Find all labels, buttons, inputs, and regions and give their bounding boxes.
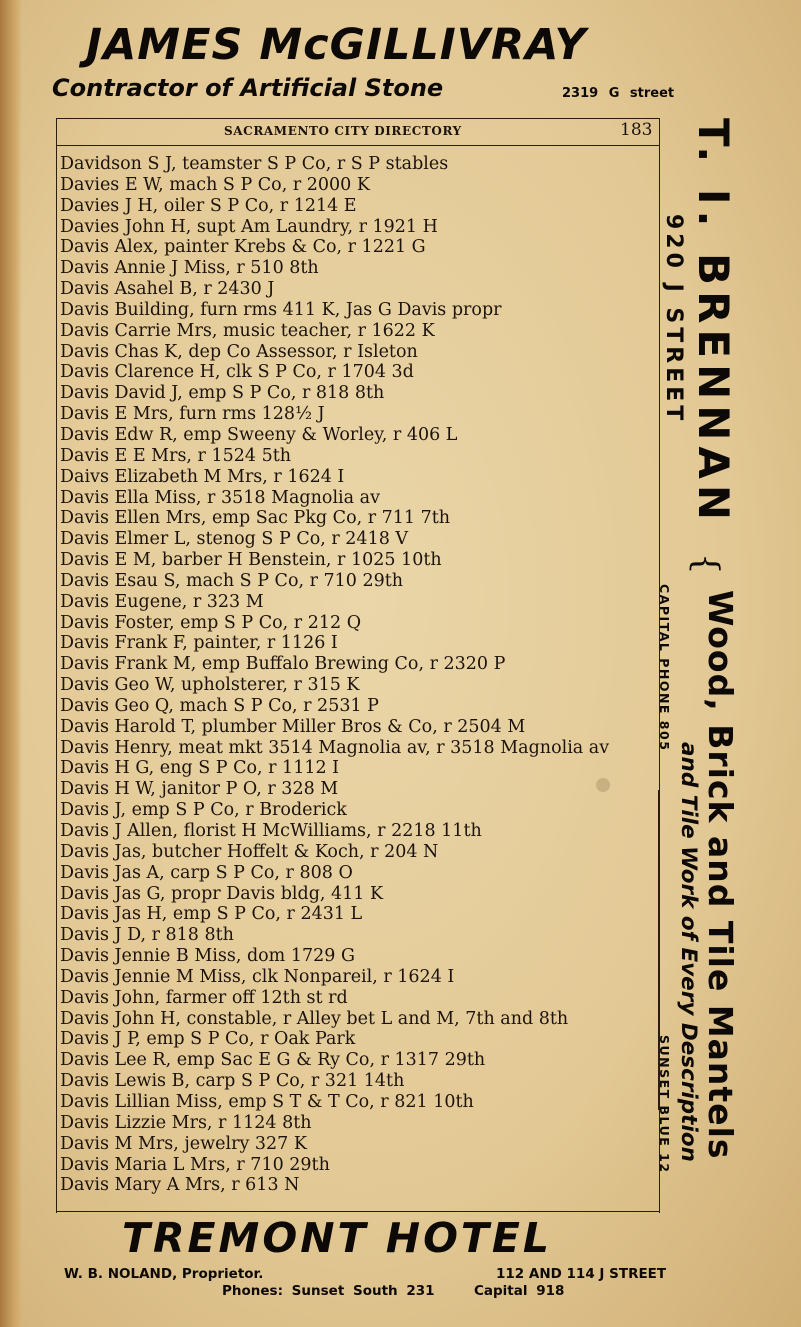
top-ad-name: JAMES McGILLIVRAY xyxy=(86,20,587,70)
bottom-ad-line1 xyxy=(64,1266,704,1284)
ink-smudge xyxy=(596,778,610,792)
directory-entry: Davis Chas K, dep Co Assessor, r Isleton xyxy=(60,341,418,362)
book-spine-edge xyxy=(0,0,22,1327)
directory-entry: Davies John H, supt Am Laundry, r 1921 H xyxy=(60,216,438,237)
directory-entry: Davies E W, mach S P Co, r 2000 K xyxy=(60,174,370,195)
directory-entry: Davis J Allen, florist H McWilliams, r 2218 11th xyxy=(60,821,482,841)
directory-entry: Davis J D, r 818 8th xyxy=(60,925,234,946)
directory-entry: Davis Henry, meat mkt 3514 Magnolia av, r 3518 Magnolia av xyxy=(60,737,610,758)
directory-entries xyxy=(60,154,660,1196)
directory-entry: Davis John H, constable, r Alley bet L and M, 7th and 8th xyxy=(60,1008,569,1029)
bottom-ad-proprietor: W. B. NOLAND, Proprietor. xyxy=(64,1266,264,1282)
directory-entry: Davis J, emp S P Co, r Broderick xyxy=(60,800,347,821)
directory-entry: Davis Lee R, emp Sac E G & Ry Co, r 1317 29th xyxy=(60,1050,486,1071)
directory-entry: Davis H G, eng S P Co, r 1112 I xyxy=(60,758,340,779)
side-ad-brace: { xyxy=(686,553,726,575)
directory-entry: Daivs Elizabeth M Mrs, r 1624 I xyxy=(60,466,345,487)
directory-entry: Davis Jas A, carp S P Co, r 808 O xyxy=(60,862,353,883)
directory-entry: Davis Annie J Miss, r 510 8th xyxy=(60,258,319,279)
directory-entry: Davis Jas G, propr Davis bldg, 411 K xyxy=(60,883,384,904)
directory-entry: Davis Ellen Mrs, emp Sac Pkg Co, r 711 7th xyxy=(60,508,451,529)
directory-entry: Davis E M, barber H Benstein, r 1025 10th xyxy=(60,550,442,571)
directory-entry: Davis Geo W, upholsterer, r 315 K xyxy=(60,675,360,696)
bottom-ad-phones: Phones: Sunset South 231 xyxy=(222,1283,435,1299)
directory-entry: Davis Ella Miss, r 3518 Magnolia av xyxy=(60,487,380,508)
directory-entry: Davis Geo Q, mach S P Co, r 2531 P xyxy=(60,695,379,716)
directory-entry: Davis Asahel B, r 2430 J xyxy=(60,279,275,300)
directory-entry: Davis Jas H, emp S P Co, r 2431 L xyxy=(60,904,363,925)
bottom-ad-name: TREMONT HOTEL xyxy=(122,1214,553,1262)
directory-entry: Davis Jennie M Miss, clk Nonpareil, r 1624 I xyxy=(60,966,455,987)
directory-entry: Davis John, farmer off 12th st rd xyxy=(60,987,348,1008)
directory-entry: Davis Frank F, painter, r 1126 I xyxy=(60,633,338,654)
directory-entry: Davis Mary A Mrs, r 613 N xyxy=(60,1175,300,1196)
bottom-ad-phone-capital: Capital 918 xyxy=(474,1283,565,1299)
bottom-ad-address: 112 AND 114 J STREET xyxy=(496,1266,667,1282)
directory-entry: Davis Jennie B Miss, dom 1729 G xyxy=(60,946,355,967)
side-ad-address: 920 J STREET xyxy=(661,214,686,425)
directory-entry: Davis Lewis B, carp S P Co, r 321 14th xyxy=(60,1071,405,1092)
side-ad-phone-capital: CAPITAL PHONE 805 xyxy=(657,584,672,752)
directory-entry: Davis Jas, butcher Hoffelt & Koch, r 204 N xyxy=(60,841,439,862)
side-ad-line2: and Tile Work of Every Description xyxy=(676,742,701,1162)
directory-entry: Davis H W, janitor P O, r 328 M xyxy=(60,779,339,800)
directory-entry: Davis J P, emp S P Co, r Oak Park xyxy=(60,1029,356,1050)
directory-entry: Davis E E Mrs, r 1524 5th xyxy=(60,445,292,466)
header-rule xyxy=(56,145,660,146)
directory-entry: Davis Foster, emp S P Co, r 212 Q xyxy=(60,612,362,633)
side-ad-name: T. I. BRENNAN xyxy=(689,118,738,527)
directory-entry: Davis Harold T, plumber Miller Bros & Co, r 2504 M xyxy=(60,716,526,737)
directory-entry: Davis Carrie Mrs, music teacher, r 1622 K xyxy=(60,320,435,341)
directory-entry: Davis E Mrs, furn rms 128½ J xyxy=(60,404,325,425)
directory-entry: Davis David J, emp S P Co, r 818 8th xyxy=(60,383,385,404)
side-ad-phone-sunset: SUNSET BLUE 12 xyxy=(657,1035,672,1174)
top-ad-address: 2319 G street xyxy=(562,86,675,101)
running-head: SACRAMENTO CITY DIRECTORY xyxy=(224,124,462,138)
directory-entry: Davis Building, furn rms 411 K, Jas G Davis propr xyxy=(60,299,502,320)
top-ad-trade: Contractor of Artificial Stone xyxy=(52,74,444,102)
bottom-rule xyxy=(56,1211,660,1212)
directory-entry: Davis Alex, painter Krebs & Co, r 1221 G xyxy=(60,237,426,258)
directory-entry: Davis Elmer L, stenog S P Co, r 2418 V xyxy=(60,529,409,550)
directory-entry: Davis Lizzie Mrs, r 1124 8th xyxy=(60,1112,312,1133)
directory-entry: Davis M Mrs, jewelry 327 K xyxy=(60,1133,307,1154)
directory-entry: Davis Frank M, emp Buffalo Brewing Co, r 2320 P xyxy=(60,654,506,675)
directory-entry: Davis Eugene, r 323 M xyxy=(60,591,264,612)
directory-entry: Davis Maria L Mrs, r 710 29th xyxy=(60,1154,330,1175)
directory-entry: Davis Edw R, emp Sweeny & Worley, r 406 L xyxy=(60,424,458,445)
directory-entry: Davidson S J, teamster S P Co, r S P stables xyxy=(60,154,449,174)
directory-entry: Davis Esau S, mach S P Co, r 710 29th xyxy=(60,570,404,591)
bottom-ad-line2 xyxy=(222,1283,642,1299)
directory-entry: Davies J H, oiler S P Co, r 1214 E xyxy=(60,195,357,216)
side-ad-line1: Wood, Brick and Tile Mantels xyxy=(701,590,740,1160)
directory-entry: Davis Clarence H, clk S P Co, r 1704 3d xyxy=(60,362,414,383)
page-number: 183 xyxy=(620,120,653,140)
directory-entry: Davis Lillian Miss, emp S T & T Co, r 821 10th xyxy=(60,1091,474,1112)
